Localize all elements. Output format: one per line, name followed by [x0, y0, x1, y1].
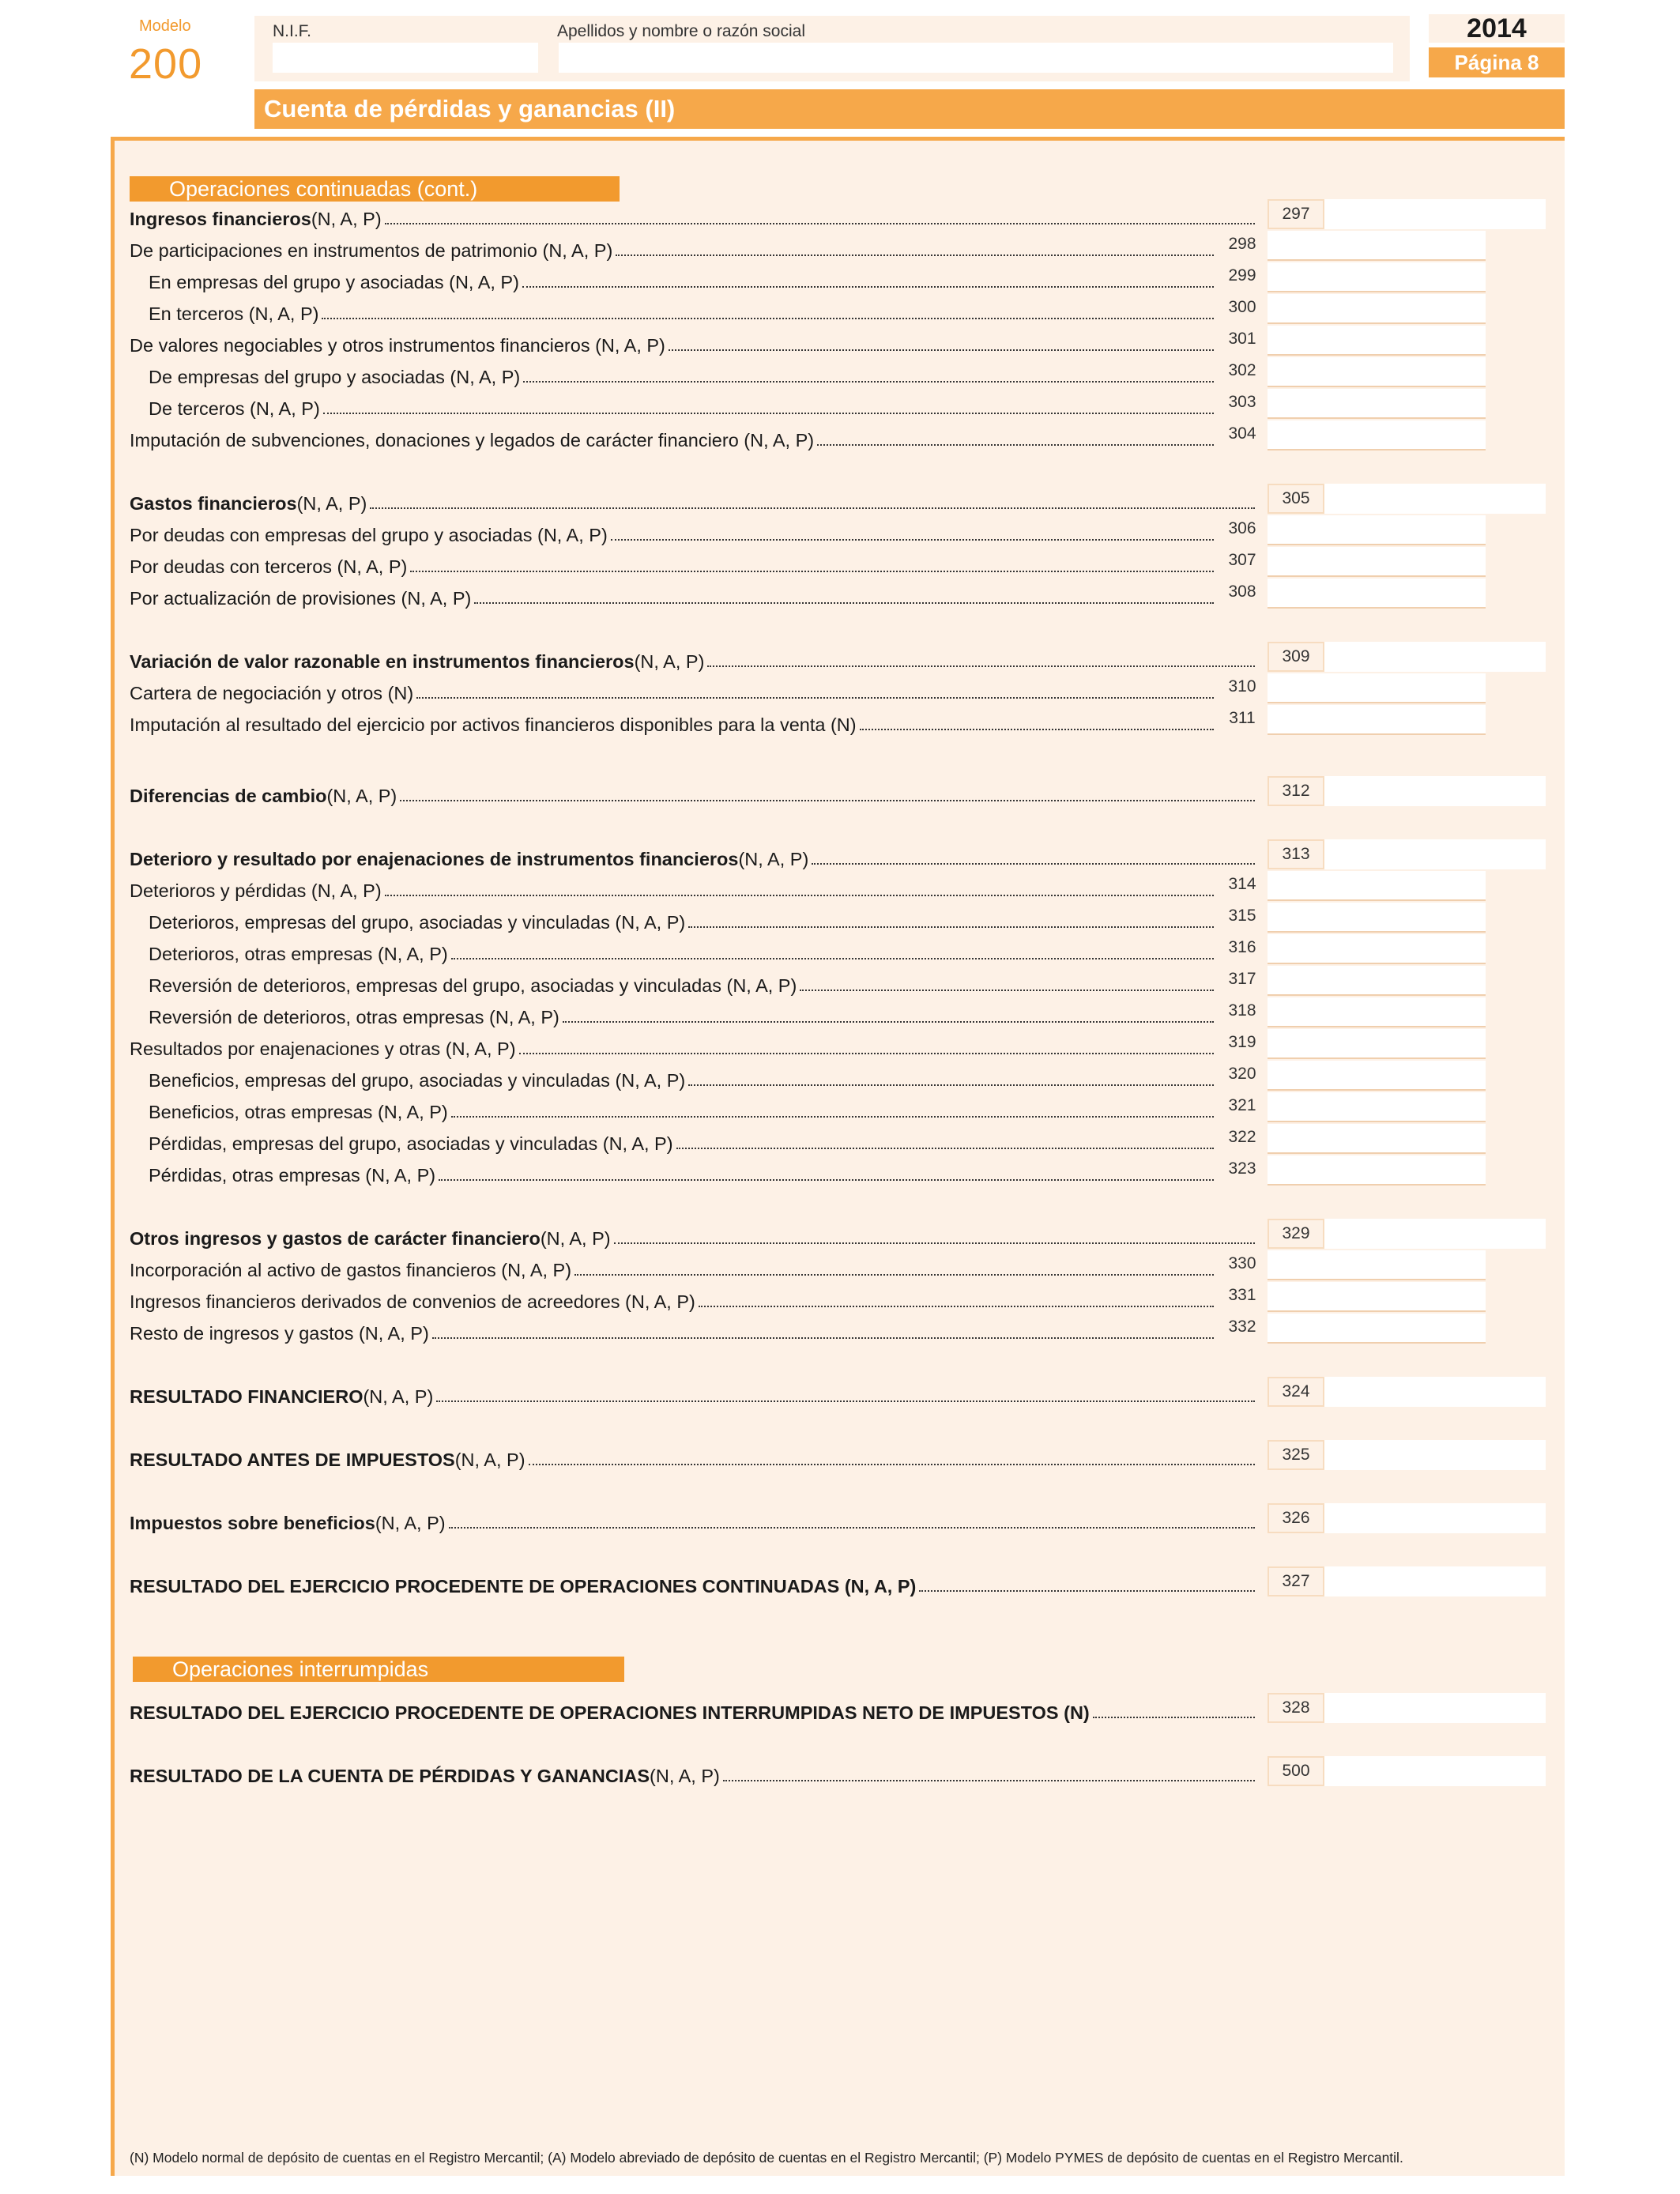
row-label-main: RESULTADO ANTES DE IMPUESTOS: [130, 1449, 455, 1470]
box-code-301: 301: [1217, 326, 1268, 356]
row-label: De terceros (N, A, P): [149, 398, 320, 419]
leader-dots: [669, 349, 1214, 351]
form-row-302: [149, 365, 1215, 389]
form-row-311: [130, 713, 1215, 737]
box-code-308: 308: [1217, 579, 1268, 609]
input-box-315[interactable]: [1268, 903, 1486, 933]
form-row-304: [130, 428, 1215, 452]
leader-dots: [322, 317, 1214, 319]
input-box-500[interactable]: [1324, 1756, 1546, 1786]
box-code-330: 330: [1217, 1250, 1268, 1280]
form-row-299: [149, 270, 1215, 294]
input-box-309[interactable]: [1324, 642, 1546, 672]
input-box-332[interactable]: [1268, 1314, 1486, 1344]
form-row-313: [130, 847, 1256, 871]
section-interrumpidas: Operaciones interrumpidas: [133, 1657, 624, 1682]
input-box-299[interactable]: [1268, 262, 1486, 292]
row-label-main: Variación de valor razonable en instrumentos financieros: [130, 651, 635, 672]
leader-dots: [523, 380, 1214, 383]
row-label: (N, A, P): [650, 1766, 720, 1786]
form-row-317: [149, 974, 1215, 997]
leader-dots: [707, 665, 1255, 667]
page-badge: Página 8: [1429, 47, 1565, 77]
row-label: En terceros (N, A, P): [149, 303, 319, 324]
row-label-main: RESULTADO FINANCIERO: [130, 1386, 363, 1407]
leader-dots: [451, 1115, 1214, 1118]
row-label: Resto de ingresos y gastos (N, A, P): [130, 1323, 429, 1344]
form-row-325: [130, 1448, 1256, 1472]
form-row-307: [130, 555, 1215, 579]
form-row-323: [149, 1163, 1215, 1187]
box-code-306: 306: [1217, 515, 1268, 545]
form-row-330: [130, 1258, 1215, 1282]
form-row-329: [130, 1227, 1256, 1250]
row-label: De participaciones en instrumentos de patrimonio (N, A, P): [130, 240, 613, 261]
input-box-313[interactable]: [1324, 839, 1546, 869]
box-code-320: 320: [1217, 1061, 1268, 1091]
nif-field[interactable]: [273, 43, 538, 73]
row-label-main: RESULTADO DE LA CUENTA DE PÉRDIDAS Y GANANCIAS: [130, 1766, 650, 1786]
box-code-322: 322: [1217, 1124, 1268, 1154]
input-box-320[interactable]: [1268, 1061, 1486, 1091]
row-label: Reversión de deterioros, empresas del grupo, asociadas y vinculadas (N, A, P): [149, 975, 797, 996]
form-row-500: [130, 1764, 1256, 1788]
leader-dots: [611, 538, 1214, 541]
row-label-main: Diferencias de cambio: [130, 786, 327, 806]
leader-dots: [723, 1779, 1255, 1781]
input-box-304[interactable]: [1268, 420, 1486, 450]
input-box-316[interactable]: [1268, 934, 1486, 964]
row-label: Deterioros y pérdidas (N, A, P): [130, 880, 382, 901]
box-code-327: 327: [1268, 1566, 1324, 1596]
form-row-318: [149, 1005, 1215, 1029]
input-box-324[interactable]: [1324, 1377, 1546, 1407]
leader-dots: [563, 1020, 1214, 1023]
box-code-299: 299: [1217, 262, 1268, 292]
box-code-324: 324: [1268, 1377, 1324, 1407]
input-box-319[interactable]: [1268, 1029, 1486, 1059]
input-box-312[interactable]: [1324, 776, 1546, 806]
modelo-number: 200: [129, 40, 203, 88]
input-box-297[interactable]: [1324, 199, 1546, 229]
box-code-317: 317: [1217, 966, 1268, 996]
row-label-main: Impuestos sobre beneficios: [130, 1513, 375, 1533]
row-label-main: Deterioro y resultado por enajenaciones de instrumentos financieros: [130, 849, 739, 869]
leader-dots: [817, 443, 1214, 446]
row-label: Beneficios, otras empresas (N, A, P): [149, 1102, 448, 1122]
input-box-317[interactable]: [1268, 966, 1486, 996]
box-code-300: 300: [1217, 294, 1268, 324]
leader-dots: [699, 1305, 1214, 1307]
form-row-315: [149, 910, 1215, 934]
form-row-327: [130, 1574, 1256, 1598]
box-code-331: 331: [1217, 1282, 1268, 1312]
leader-dots: [385, 222, 1255, 224]
box-code-326: 326: [1268, 1503, 1324, 1533]
leader-dots: [400, 799, 1255, 801]
form-row-297: [130, 207, 1256, 231]
leader-dots: [474, 601, 1214, 604]
input-box-323[interactable]: [1268, 1155, 1486, 1186]
row-label-main: Otros ingresos y gastos de carácter financiero: [130, 1228, 541, 1249]
box-code-316: 316: [1217, 934, 1268, 964]
row-label: (N, A, P): [375, 1513, 446, 1533]
input-box-318[interactable]: [1268, 997, 1486, 1027]
box-code-304: 304: [1217, 420, 1268, 450]
form-row-332: [130, 1321, 1215, 1345]
box-code-319: 319: [1217, 1029, 1268, 1059]
leader-dots: [323, 412, 1214, 414]
leader-dots: [688, 925, 1214, 928]
form-row-320: [149, 1069, 1215, 1092]
row-label: Por deudas con terceros (N, A, P): [130, 556, 408, 577]
box-code-328: 328: [1268, 1693, 1324, 1723]
input-box-327[interactable]: [1324, 1566, 1546, 1596]
row-label: Cartera de negociación y otros (N): [130, 683, 414, 703]
apellidos-label: Apellidos y nombre o razón social: [557, 22, 805, 40]
input-box-303[interactable]: [1268, 389, 1486, 419]
form-row-306: [130, 523, 1215, 547]
row-label: Imputación al resultado del ejercicio por activos financieros disponibles para la venta (N): [130, 714, 857, 735]
apellidos-field[interactable]: [559, 43, 1393, 73]
leader-dots: [812, 862, 1255, 865]
form-row-305: [130, 492, 1256, 515]
box-code-310: 310: [1217, 673, 1268, 703]
row-label-main: Gastos financieros: [130, 493, 297, 514]
input-box-311[interactable]: [1268, 705, 1486, 735]
row-label: Incorporación al activo de gastos financieros (N, A, P): [130, 1260, 572, 1280]
box-code-309: 309: [1268, 642, 1324, 672]
input-box-322[interactable]: [1268, 1124, 1486, 1154]
leader-dots: [432, 1336, 1214, 1339]
box-code-311: 311: [1217, 705, 1268, 735]
input-box-326[interactable]: [1324, 1503, 1546, 1533]
box-code-302: 302: [1217, 357, 1268, 387]
form-row-321: [149, 1100, 1215, 1124]
leader-dots: [416, 696, 1214, 699]
input-box-329[interactable]: [1324, 1219, 1546, 1249]
leader-dots: [688, 1084, 1214, 1086]
form-row-326: [130, 1511, 1256, 1535]
input-box-302[interactable]: [1268, 357, 1486, 387]
modelo-label: Modelo: [139, 17, 191, 35]
box-code-329: 329: [1268, 1219, 1324, 1249]
leader-dots: [370, 507, 1255, 509]
row-label: Beneficios, empresas del grupo, asociadas y vinculadas (N, A, P): [149, 1070, 686, 1091]
input-box-330[interactable]: [1268, 1250, 1486, 1280]
input-box-321[interactable]: [1268, 1092, 1486, 1122]
form-row-324: [130, 1385, 1256, 1408]
input-box-307[interactable]: [1268, 547, 1486, 577]
row-label: Por actualización de provisiones (N, A, P): [130, 588, 472, 609]
input-box-305[interactable]: [1324, 484, 1546, 514]
leader-dots: [451, 957, 1214, 959]
footnote: (N) Modelo normal de depósito de cuentas en el Registro Mercantil; (A) Modelo abreviado de depósito de cuentas en el Registro Mercantil; (P) Modelo PYMES de depósito de cuentas en el Registro Mercantil.: [130, 2150, 1403, 2166]
leader-dots: [529, 1463, 1255, 1465]
box-code-307: 307: [1217, 547, 1268, 577]
row-label: (N, A, P): [311, 209, 382, 229]
leader-dots: [385, 894, 1214, 896]
row-label: Ingresos financieros derivados de convenios de acreedores (N, A, P): [130, 1291, 695, 1312]
leader-dots: [676, 1147, 1214, 1149]
box-code-303: 303: [1217, 389, 1268, 419]
leader-dots: [439, 1178, 1214, 1181]
input-box-300[interactable]: [1268, 294, 1486, 324]
input-box-298[interactable]: [1268, 231, 1486, 261]
box-code-313: 313: [1268, 839, 1324, 869]
row-label: De empresas del grupo y asociadas (N, A, P): [149, 367, 521, 387]
form-row-322: [149, 1132, 1215, 1155]
leader-dots: [522, 285, 1214, 288]
box-code-332: 332: [1217, 1314, 1268, 1344]
row-label: Resultados por enajenaciones y otras (N, A, P): [130, 1039, 516, 1059]
leader-dots: [519, 1052, 1214, 1054]
row-label: De valores negociables y otros instrumentos financieros (N, A, P): [130, 335, 665, 356]
leader-dots: [574, 1273, 1214, 1276]
row-label: Reversión de deterioros, otras empresas (N, A, P): [149, 1007, 559, 1027]
input-box-308[interactable]: [1268, 579, 1486, 609]
row-label-main: RESULTADO DEL EJERCICIO PROCEDENTE DE OPERACIONES CONTINUADAS (N, A, P): [130, 1576, 917, 1596]
nif-label: N.I.F.: [273, 22, 312, 40]
row-label: Imputación de subvenciones, donaciones y legados de carácter financiero (N, A, P): [130, 430, 815, 450]
box-code-314: 314: [1217, 871, 1268, 901]
box-code-318: 318: [1217, 997, 1268, 1027]
row-label: (N, A, P): [326, 786, 397, 806]
row-label: (N, A, P): [634, 651, 705, 672]
row-label: Por deudas con empresas del grupo y asociadas (N, A, P): [130, 525, 608, 545]
form-row-312: [130, 784, 1256, 808]
leader-dots: [919, 1589, 1255, 1592]
input-box-325[interactable]: [1324, 1440, 1546, 1470]
form-row-316: [149, 942, 1215, 966]
row-label: Deterioros, empresas del grupo, asociadas y vinculadas (N, A, P): [149, 912, 686, 933]
box-code-315: 315: [1217, 903, 1268, 933]
leader-dots: [436, 1400, 1255, 1402]
box-code-500: 500: [1268, 1756, 1324, 1786]
box-code-305: 305: [1268, 484, 1324, 514]
row-label-main: RESULTADO DEL EJERCICIO PROCEDENTE DE OPERACIONES INTERRUMPIDAS NETO DE IMPUESTOS (N): [130, 1702, 1090, 1723]
form-row-303: [149, 397, 1215, 420]
input-box-331[interactable]: [1268, 1282, 1486, 1312]
section-continuadas: Operaciones continuadas (cont.): [130, 176, 620, 202]
input-box-301[interactable]: [1268, 326, 1486, 356]
form-row-331: [130, 1290, 1215, 1314]
leader-dots: [860, 728, 1214, 730]
box-code-312: 312: [1268, 776, 1324, 806]
input-box-314[interactable]: [1268, 871, 1486, 901]
form-row-314: [130, 879, 1215, 903]
box-code-325: 325: [1268, 1440, 1324, 1470]
leader-dots: [800, 989, 1214, 991]
box-code-298: 298: [1217, 231, 1268, 261]
form-row-298: [130, 239, 1215, 262]
form-row-310: [130, 681, 1215, 705]
form-row-309: [130, 650, 1256, 673]
row-label: Deterioros, otras empresas (N, A, P): [149, 944, 448, 964]
input-box-328[interactable]: [1324, 1693, 1546, 1723]
row-label: Pérdidas, empresas del grupo, asociadas y vinculadas (N, A, P): [149, 1133, 673, 1154]
input-box-310[interactable]: [1268, 673, 1486, 703]
form-row-319: [130, 1037, 1215, 1061]
row-label: Pérdidas, otras empresas (N, A, P): [149, 1165, 436, 1186]
form-row-300: [149, 302, 1215, 326]
form-row-301: [130, 334, 1215, 357]
box-code-321: 321: [1217, 1092, 1268, 1122]
leader-dots: [449, 1526, 1255, 1529]
input-box-306[interactable]: [1268, 515, 1486, 545]
leader-dots: [1093, 1716, 1255, 1718]
leader-dots: [614, 1242, 1255, 1244]
leader-dots: [410, 570, 1214, 572]
year-box: 2014: [1429, 14, 1565, 43]
row-label: (N, A, P): [540, 1228, 611, 1249]
row-label-main: Ingresos financieros: [130, 209, 311, 229]
form-row-328: [130, 1701, 1256, 1725]
row-label: (N, A, P): [296, 493, 367, 514]
row-label: En empresas del grupo y asociadas (N, A, P): [149, 272, 519, 292]
box-code-323: 323: [1217, 1155, 1268, 1186]
box-code-297: 297: [1268, 199, 1324, 229]
row-label: (N, A, P): [363, 1386, 434, 1407]
form-row-308: [130, 586, 1215, 610]
page-title: Cuenta de pérdidas y ganancias (II): [254, 89, 1565, 129]
row-label: (N, A, P): [738, 849, 809, 869]
leader-dots: [616, 254, 1214, 256]
row-label: (N, A, P): [454, 1449, 525, 1470]
